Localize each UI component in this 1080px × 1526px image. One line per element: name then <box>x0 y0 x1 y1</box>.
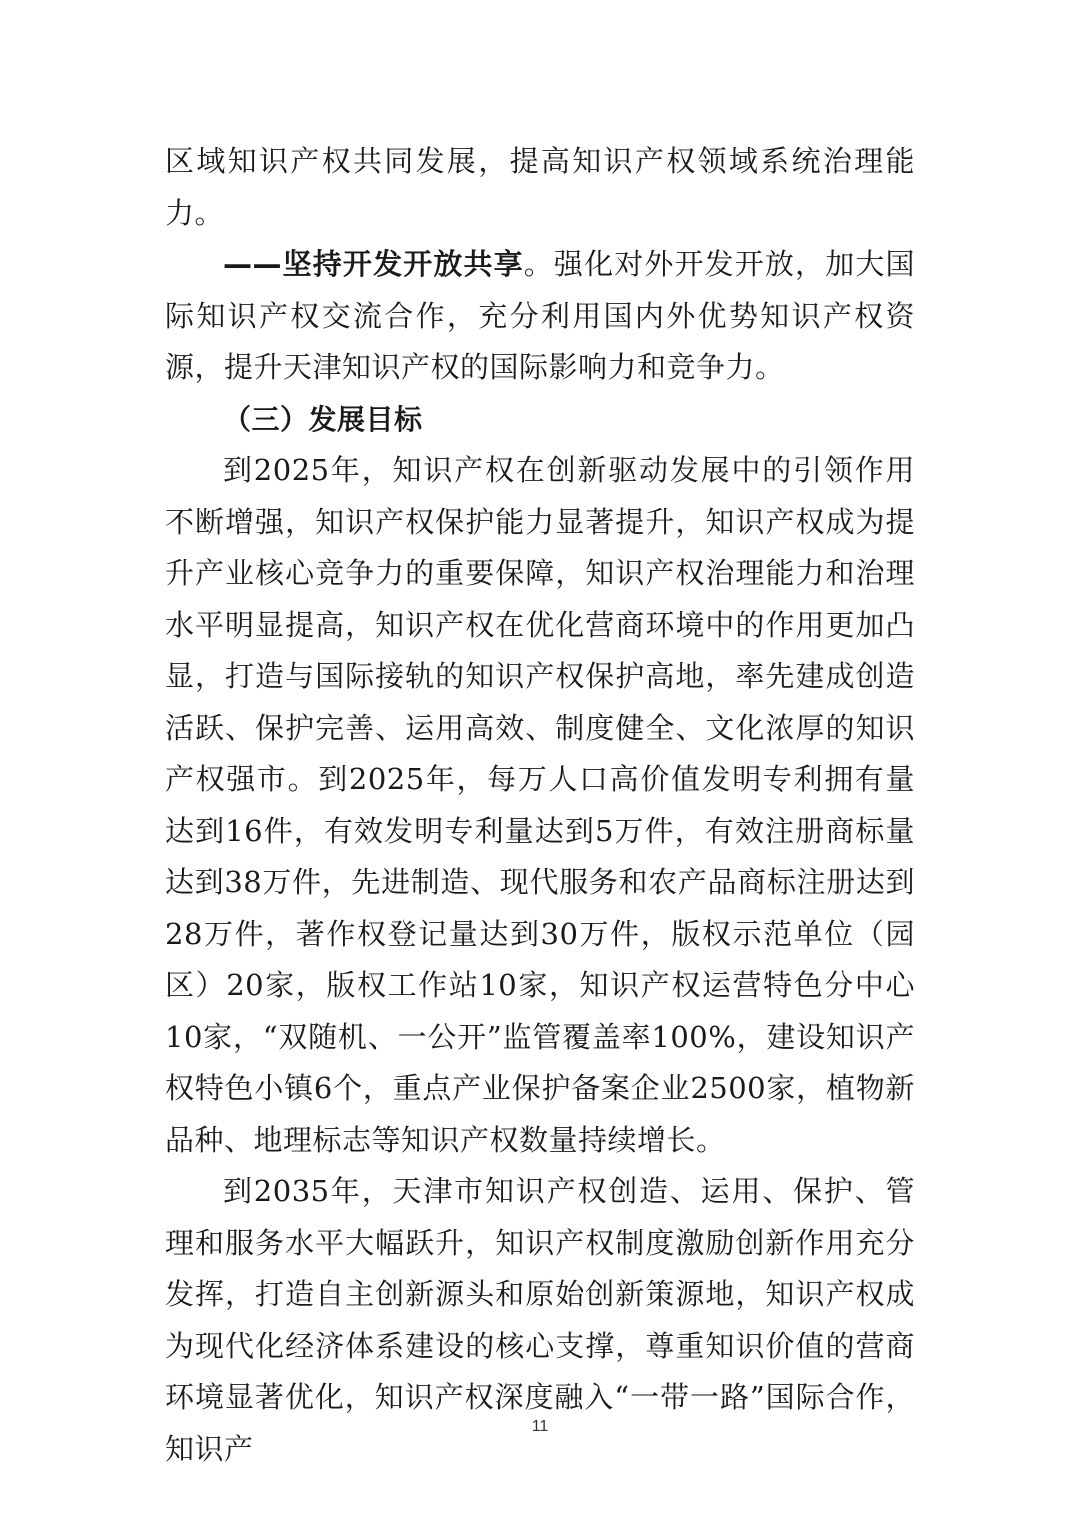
paragraph-2-lead: ——坚持开发开放共享 <box>223 247 524 281</box>
page-number: 11 <box>531 1418 549 1435</box>
paragraph-4: 到2035年，天津市知识产权创造、运用、保护、管理和服务水平大幅跃升，知识产权制度激励创新作用充分发挥，打造自主创新源头和原始创新策源地，知识产权成为现代化经济体系建设的核心支撑，尊重知识价值的营商环境显著优化，知识产权深度融入“一带一路”国际合作，知识产 <box>165 1174 915 1466</box>
paragraph-1: 区域知识产权共同发展，提高知识产权领域系统治理能力。 <box>165 144 915 230</box>
document-body <box>165 136 915 1475</box>
section-heading: （三）发展目标 <box>223 402 423 436</box>
paragraph-2 <box>165 239 915 394</box>
paragraph-3: 到2025年，知识产权在创新驱动发展中的引领作用不断增强，知识产权保护能力显著提升，知识产权成为提升产业核心竞争力的重要保障，知识产权治理能力和治理水平明显提高，知识产权在优化营商环境中的作用更加凸显，打造与国际接轨的知识产权保护高地，率先建成创造活跃、保护完善、运用高效、制度健全、文化浓厚的知识产权强市。到2025年，每万人口高价值发明专利拥有量达到16件，有效发明专利量达到5万件，有效注册商标量达到38万件，先进制造、现代服务和农产品商标注册达到28万件，著作权登记量达到30万件，版权示范单位（园区）20家，版权工作站10家，知识产权运营特色分中心10家，“双随机、一公开”监管覆盖率100%，建设知识产权特色小镇6个，重点产业保护备案企业2500家，植物新品种、地理标志等知识产权数量持续增长。 <box>165 453 915 1157</box>
paragraph-2-body: 。强化对外开发开放，加大国际知识产权交流合作，充分利用国内外优势知识产权资源，提升天津知识产权的国际影响力和竞争力。 <box>165 247 915 384</box>
